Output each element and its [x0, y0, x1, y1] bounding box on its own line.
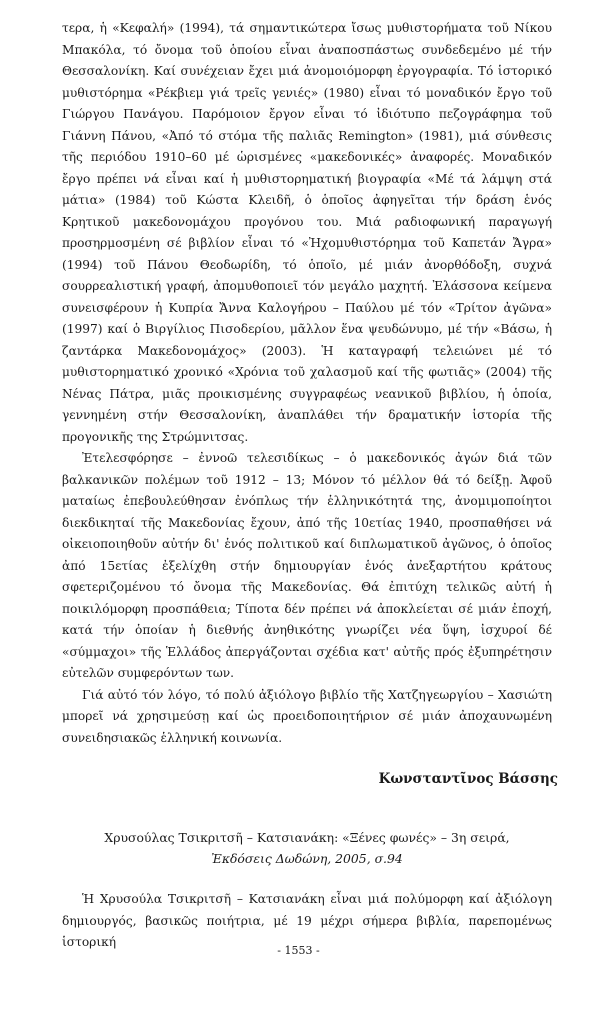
review-book-title: Χρυσούλας Τσικριτσῆ – Κατσιανάκη: «Ξένες φωνές» – 3η σειρά,: [104, 830, 510, 845]
review-publisher: Ἐκδόσεις Δωδώνη, 2005, σ.94: [211, 851, 403, 866]
review-heading: [62, 827, 552, 869]
page-number: - 1553 -: [277, 944, 320, 957]
review-opening-paragraph: Ἡ Χρυσούλα Τσικριτσῆ – Κατσιανάκη εἶναι μιά πολύμορφη καί ἀξιόλογη δημιουργός, βασικῶς ποιήτρια, μέ 19 μέχρι σήμερα βιβλία, παρεπομένως ἱστορική: [62, 892, 552, 949]
page-body: [62, 18, 558, 954]
author-signature: Κωνσταντῖνος Βάσσης: [378, 771, 558, 787]
article-paragraph-1: τερα, ἡ «Κεφαλή» (1994), τά σημαντικώτερα ἴσως μυθιστορήματα τοῦ Νίκου Μπακόλα, τό ὄνομα τοῦ ὁποίου εἶναι ἀναποσπάστως συνδεδεμένο μέ τήν Θεσσαλονίκη. Καί συνέχειαν ἔχει μιά ἀνομοιόμορφη ἐργογραφία. Τό ἱστορικό μυθιστόρημα «Ρέκβιεμ γιά τρεῖς γενιές» (1980) εἶναι τό μοναδικόν ἔργο τοῦ Γιώργου Πανάγου. Παρόμοιον ἔργον εἶναι τό ἰδιότυπο πεζογράφημα τοῦ Γιάννη Πάνου, «Ἀπό τό στόμα τῆς παλιᾶς Remington» (1981), μιά σύνθεσις τῆς περιόδου 1910–60 μέ ὡρισμένες «μακεδονικές» ἀναφορές. Μοναδικόν ἔργο πρέπει νά εἶναι καί ἡ μυθιστορηματική βιογραφία «Μέ τά λάμψη στά μάτια» (1984) τοῦ Κώστα Κλειδῆ, ὁ ὁποῖος ἀφηγεῖται τήν δράση ἑνός Κρητικοῦ μακεδονομάχου προγόνου του. Μιά ραδιοφωνική παραγωγή προσηρμοσμένη σέ βιβλίον εἶναι τό «Ἠχομυθιστόρημα τοῦ Καπετάν Ἄγρα» (1994) τοῦ Πάνου Θεοδωρίδη, τό ὁποῖο, μέ μιάν ἀνορθόδοξη, συχνά σουρρεαλιστική γραφή, ἀπομυθοποιεῖ τόν μεγάλο μαχητή. Ἐλάσσονα κείμενα συνεισφέρουν ἡ Κυπρία Ἄννα Καλογήρου – Παύλου μέ τόν «Τρίτον ἀγῶνα» (1997) καί ὁ Βιργίλιος Πισοδερίου, μᾶλλον ἕνα ψευδώνυμο, μέ τήν «Βάσω, ἡ ζαντάρκα Μακεδονομάχος» (2003). Ἡ καταγραφή τελειώνει μέ τό μυθιστορηματικό χρονικό «Χρόνια τοῦ χαλασμοῦ καί τῆς φωτιᾶς» (2004) τῆς Νένας Πάτρα, μιᾶς προικισμένης συγγραφέως νεανικοῦ βιβλίου, ἡ ὁποία, γεννημένη στήν Θεσσαλονίκη, ἀναπλάθει τήν δραματικήν ἱστορία τῆς προγονικῆς της Στρώμνιτσας.: [62, 21, 552, 444]
article-paragraph-2: Ἐτελεσφόρησε – ἐννοῶ τελεσιδίκως – ὁ μακεδονικός ἀγών διά τῶν βαλκανικῶν πολέμων τοῦ 1912 – 13; Μόνον τό μέλλον θά τό δείξῃ. Ἀφοῦ ματαίως ἐπεβουλεύθησαν ἐνόπλως τήν ἑλληνικότητά της, ἀνομιμοποίητοι διεκδικηταί τῆς Μακεδονίας ἔχουν, ἀπό τῆς 10ετίας 1940, προσπαθήσει νά οἰκειοποιηθοῦν αὐτήν δι' ἑνός πολιτικοῦ καί διπλωματικοῦ ἀγῶνος, ὁ ὁποῖος ἀπό 15ετίας ἐξελίχθη στήν δημιουργίαν ἑνός ἀνεξαρτήτου κράτους σφετεριζομένου τό ὄνομα τῆς Μακεδονίας. Θά ἐπιτύχη τελικῶς αὐτή ἡ ποικιλόμορφη προσπάθεια; Τίποτα δέν πρέπει νά ἀποκλείεται σέ μιάν ἐποχή, κατά τήν ὁποίαν ἡ διεθνής ἀνηθικότης γνωρίζει νέα ὕψη, ἰσχυροί δέ «σύμμαχοι» τῆς Ἑλλάδος ἀπεργάζονται σχέδια κατ' αὐτῆς πρός ἐξυπηρέτησιν εὐτελῶν συμφερόντων των.: [62, 451, 552, 680]
article-paragraph-3: Γιά αὐτό τόν λόγο, τό πολύ ἀξιόλογο βιβλίο τῆς Χατζηγεωργίου – Χασιώτη μπορεῖ νά χρησιμεύσῃ καί ὡς προειδοποιητήριον σέ μιάν ἀποχαυνωμένη συνειδησιακῶς ἑλληνική κοινωνία.: [62, 687, 552, 745]
